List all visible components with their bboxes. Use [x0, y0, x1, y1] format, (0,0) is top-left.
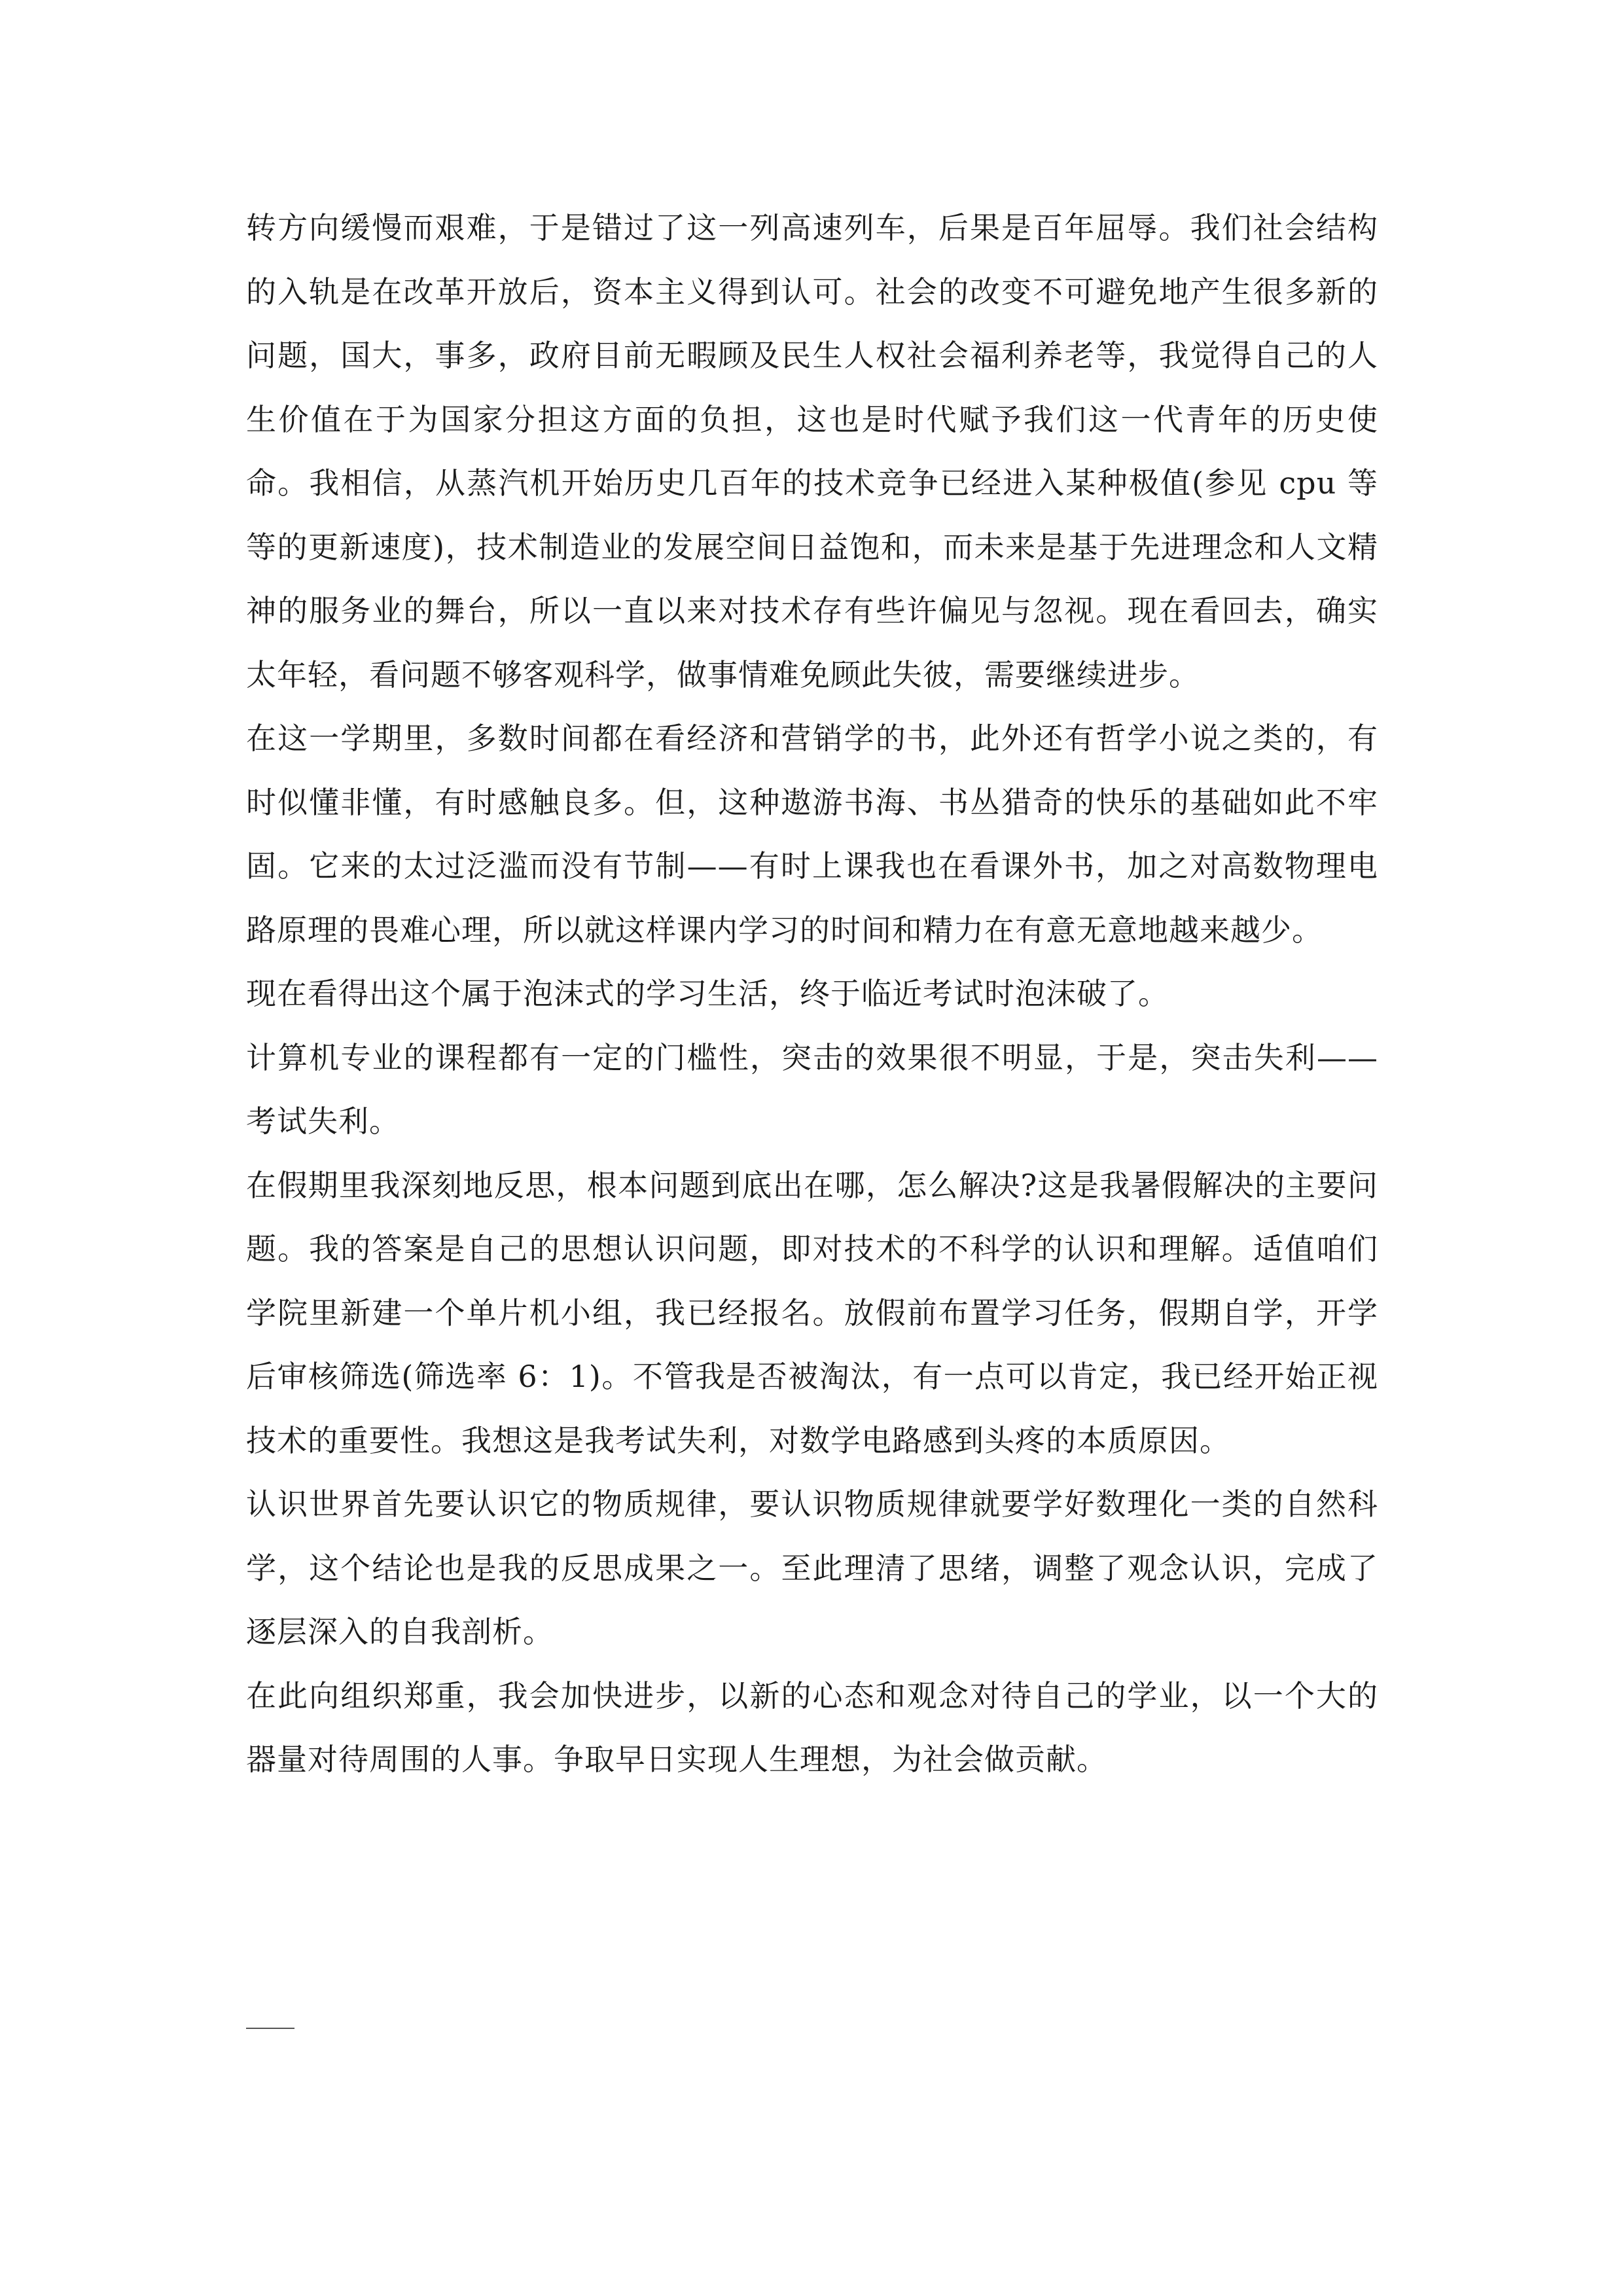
paragraph-2: 在这一学期里，多数时间都在看经济和营销学的书，此外还有哲学小说之类的，有时似懂非懂，有时感触良多。但，这种遨游书海、书丛猎奇的快乐的基础如此不牢固。它来的太过泛滥而没有节制——有时上课我也在看课外书，加之对高数物理电路原理的畏难心理，所以就这样课内学习的时间和精力在有意无意地越来越少。: [246, 721, 1378, 948]
paragraph-5: 在假期里我深刻地反思，根本问题到底出在哪，怎么解决?这是我暑假解决的主要问题。我的答案是自己的思想认识问题，即对技术的不科学的认识和理解。适值咱们学院里新建一个单片机小组，我已经报名。放假前布置学习任务，假期自学，开学后审核筛选(筛选率 6：1)。不管我是否被淘汰，有一点可以肯定，我已经开始正视技术的重要性。我想这是我考试失利，对数学电路感到头疼的本质原因。: [246, 1167, 1378, 1458]
paragraph-3: 现在看得出这个属于泡沫式的学习生活，终于临近考试时泡沫破了。: [246, 976, 1169, 1011]
paragraph-6: 认识世界首先要认识它的物质规律，要认识物质规律就要学好数理化一类的自然科学，这个结论也是我的反思成果之一。至此理清了思绪，调整了观念认识，完成了逐层深入的自我剖析。: [246, 1486, 1378, 1649]
document-body: [246, 196, 1378, 1792]
paragraph-4: 计算机专业的课程都有一定的门槛性，突击的效果很不明显，于是，突击失利——考试失利。: [246, 1039, 1378, 1139]
paragraph-7: 在此向组织郑重，我会加快进步，以新的心态和观念对待自己的学业，以一个大的器量对待周围的人事。争取早日实现人生理想，为社会做贡献。: [246, 1677, 1378, 1777]
paragraph-1: 转方向缓慢而艰难，于是错过了这一列高速列车，后果是百年屈辱。我们社会结构的入轨是在改革开放后，资本主义得到认可。社会的改变不可避免地产生很多新的问题，国大，事多，政府目前无暇顾及民生人权社会福利养老等，我觉得自己的人生价值在于为国家分担这方面的负担，这也是时代赋予我们这一代青年的历史使命。我相信，从蒸汽机开始历史几百年的技术竞争已经进入某种极值(参见 cpu 等等的更新速度)，技术制造业的发展空间日益饱和，而未来是基于先进理念和人文精神的服务业的舞台，所以一直以来对技术存有些许偏见与忽视。现在看回去，确实太年轻，看问题不够客观科学，做事情难免顾此失彼，需要继续进步。: [246, 210, 1378, 692]
footer-rule: [246, 2028, 294, 2029]
